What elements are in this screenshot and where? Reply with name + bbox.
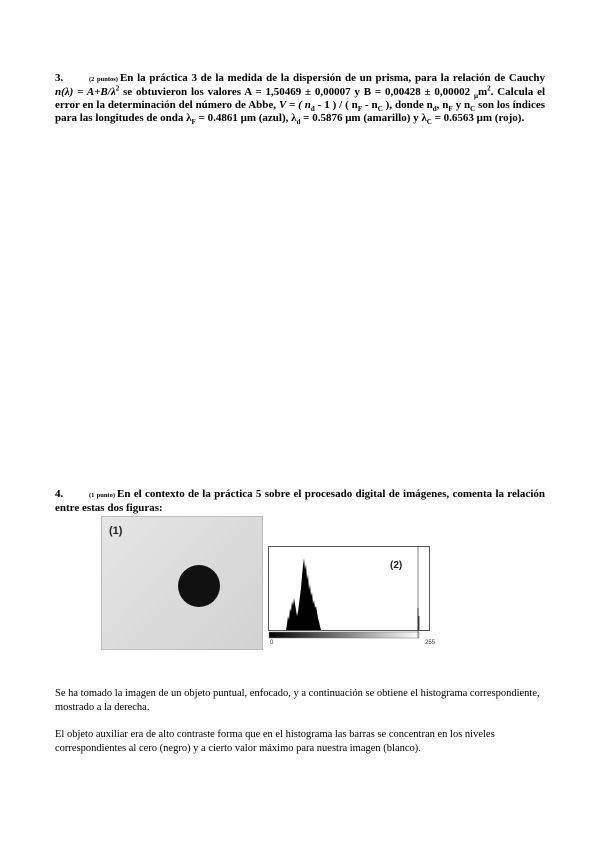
superscript: 2	[487, 84, 491, 93]
subscript: F	[191, 118, 196, 127]
abbe-formula: - n	[362, 99, 378, 111]
subscript: F	[357, 105, 363, 114]
question-text: . Calcula el error en la determinación del número de Abbe,	[55, 86, 546, 111]
question-text: = 0.4861 μm (azul), λ	[195, 112, 297, 124]
question-text: y n	[452, 99, 471, 111]
question-text: = 0.5876 μm (amarillo) y λ	[300, 112, 427, 124]
histogram-plot	[268, 546, 430, 642]
question-text: , n	[436, 99, 449, 111]
answer-paragraph-1: Se ha tomado la imagen de un objeto puntual, enfocado, y a continuación se obtiene el histograma correspondiente, mostrado a la derecha.	[55, 688, 540, 713]
subscript: F	[448, 105, 453, 114]
abbe-formula: V = ( n	[278, 99, 311, 111]
question-3	[55, 72, 545, 125]
cauchy-formula: n(λ) = A+B/λ	[55, 86, 116, 98]
subscript: C	[377, 105, 383, 114]
question-text: se obtuvieron los valores A = 1,50469 ± 0,00007 y B = 0,00428 ± 0,00002	[119, 86, 474, 98]
question-text: ), donde n	[382, 99, 433, 111]
figure-1-image	[101, 516, 263, 650]
abbe-formula: - 1 ) / ( n	[314, 99, 358, 111]
subscript: C	[470, 105, 476, 114]
question-points: (2 puntos)	[89, 76, 118, 83]
figure-2-label: (2)	[390, 560, 403, 571]
figure-2-histogram	[268, 546, 440, 650]
subscript: μ	[473, 92, 478, 101]
superscript: 2	[115, 84, 120, 93]
subscript: d	[310, 105, 315, 114]
unit-text: m	[477, 86, 488, 98]
subscript: C	[426, 118, 432, 127]
question-text: son los índices para las longitudes de onda λ	[55, 99, 546, 124]
question-text: En la práctica 3 de la medida de la dispersión de un prisma, para la relación de Cauchy	[119, 72, 545, 84]
question-text: En el contexto de la práctica 5 sobre el procesado digital de imágenes, comenta la relación entre estas dos figuras:	[55, 488, 545, 514]
tick-label-max: 255	[425, 640, 436, 646]
figure-1-label: (1)	[109, 525, 123, 537]
subscript: d	[432, 105, 437, 114]
answer-paragraph-2: El objeto auxiliar era de alto contraste forma que en el histograma las barras se concentran en los niveles correspondientes al cero (negro) y a cierto valor máximo para nuestra imagen (blanco).	[55, 729, 495, 754]
question-number: 3.	[55, 72, 64, 84]
question-text: = 0.6563 μm (rojo).	[431, 112, 525, 124]
black-dot	[178, 565, 220, 607]
question-number: 4.	[55, 488, 64, 500]
question-points: (1 punto)	[89, 492, 116, 499]
question-4	[55, 488, 545, 515]
subscript: d	[296, 118, 301, 127]
tick-label-min: 0	[270, 640, 274, 646]
grayscale-bar	[269, 632, 419, 638]
